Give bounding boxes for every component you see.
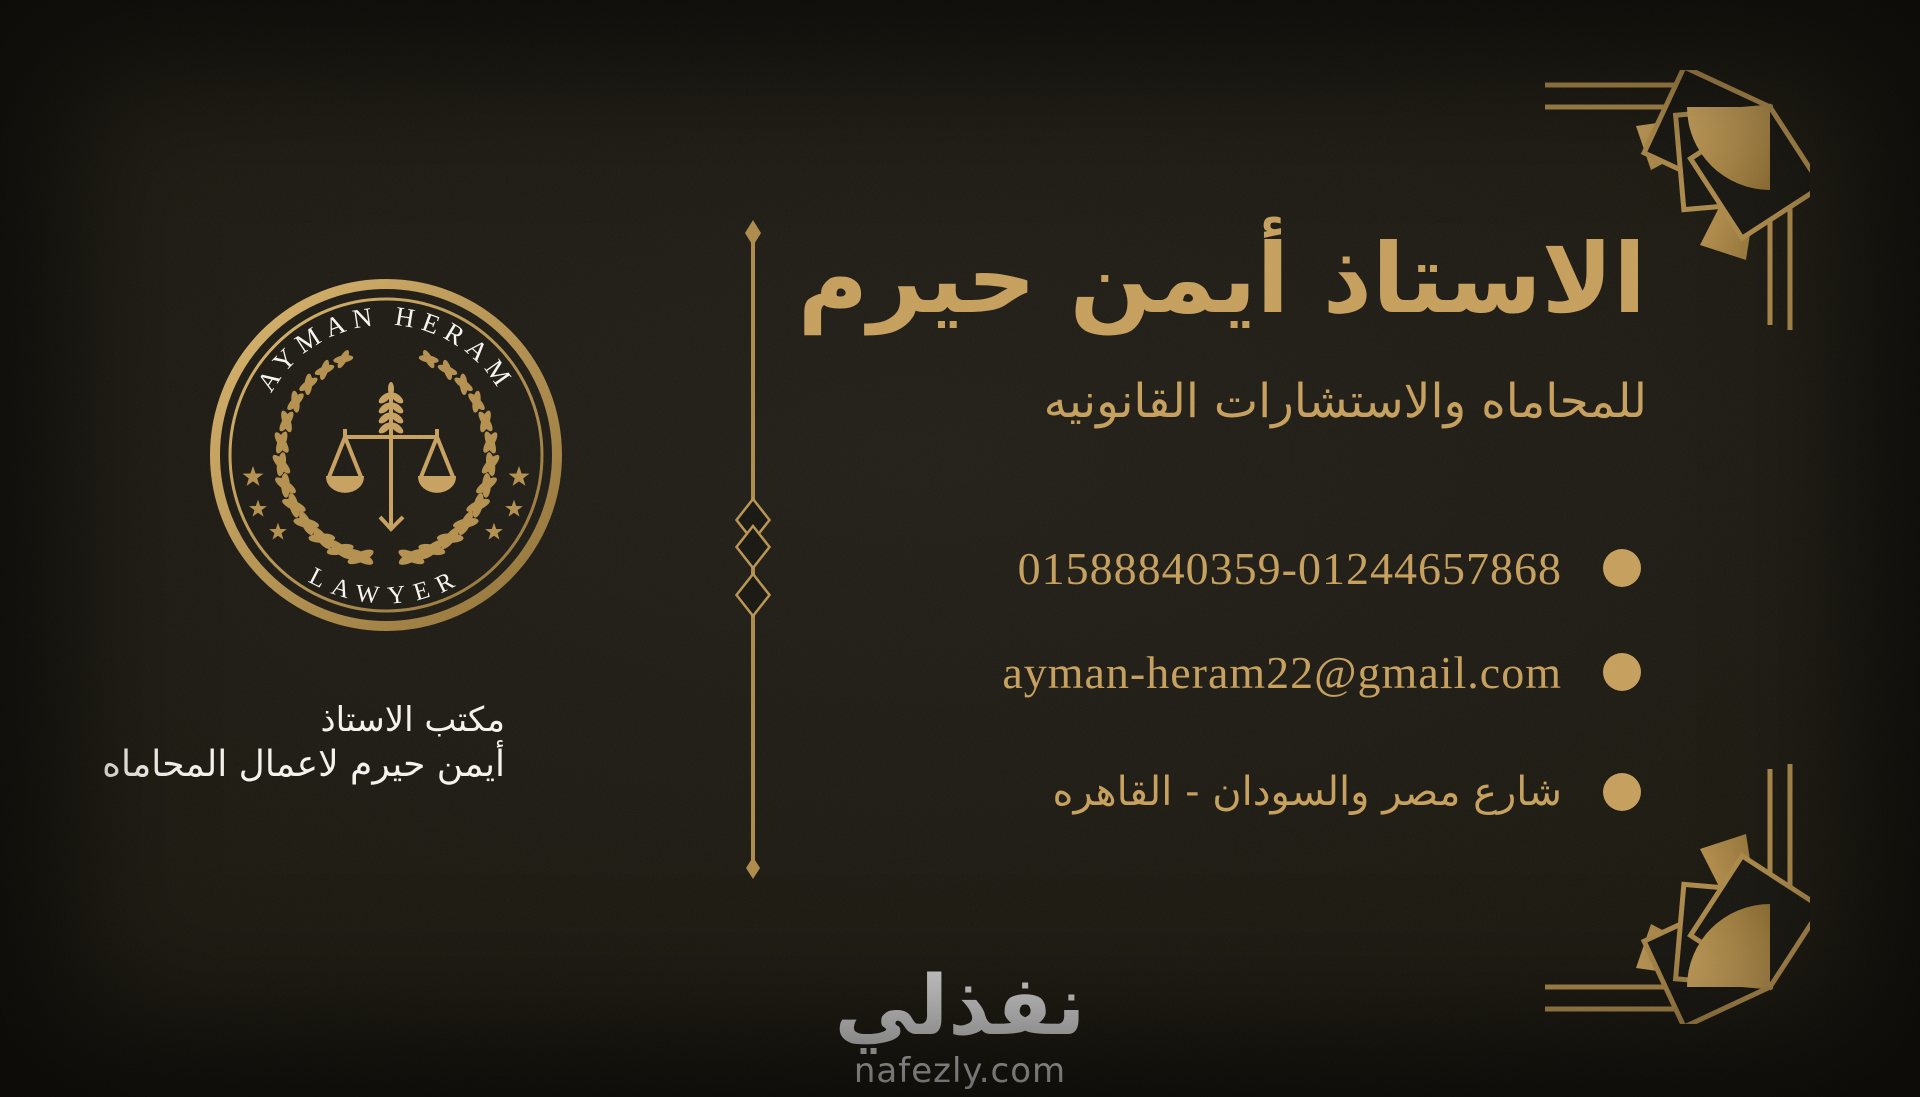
main-title: الاستاذ أيمن حيرم (797, 223, 1646, 335)
scales-of-justice-icon (327, 382, 455, 529)
star-icon (509, 466, 530, 486)
divider-bottom-diamond (746, 857, 760, 879)
ornament-top-right (1540, 70, 1810, 345)
phone-numbers: 01588840359-01244657868 (1017, 542, 1562, 594)
star-icon (269, 523, 287, 540)
phone-bullet-icon (1603, 549, 1641, 587)
center-divider (730, 215, 776, 885)
divider-top-diamond (745, 220, 761, 246)
office-caption-line1: مكتب الاستاذ (320, 700, 505, 740)
watermark-site-url: nafezly.com (853, 1051, 1067, 1091)
main-subtitle: للمحاماه والاستشارات القانونيه (1043, 374, 1647, 429)
contact-row-email (1002, 644, 1641, 700)
email-address: ayman-heram22@gmail.com (1002, 646, 1562, 698)
watermark (0, 959, 1920, 1091)
street-address: شارع مصر والسودان - القاهره (1052, 769, 1562, 815)
star-icon (249, 500, 267, 517)
star-icon (505, 500, 523, 517)
email-bullet-icon (1603, 653, 1641, 691)
logo-arc-top-text: AYMAN HERAM (250, 300, 522, 397)
logo-inner-ring (230, 299, 542, 611)
star-icon (485, 523, 503, 540)
office-caption-line2: أيمن حيرم لاعمال المحاماه (102, 744, 505, 786)
office-caption (102, 698, 505, 789)
law-firm-logo (196, 265, 576, 645)
divider-diamond-ornament (737, 499, 770, 616)
logo-outer-ring (215, 284, 557, 626)
logo-arc-bottom-text: LAWYER (304, 562, 468, 611)
contact-row-phone (1018, 540, 1641, 596)
watermark-nafezly-logo: نفذلي (834, 959, 1086, 1054)
laurel-wreath (270, 349, 502, 568)
star-icon (243, 466, 264, 486)
